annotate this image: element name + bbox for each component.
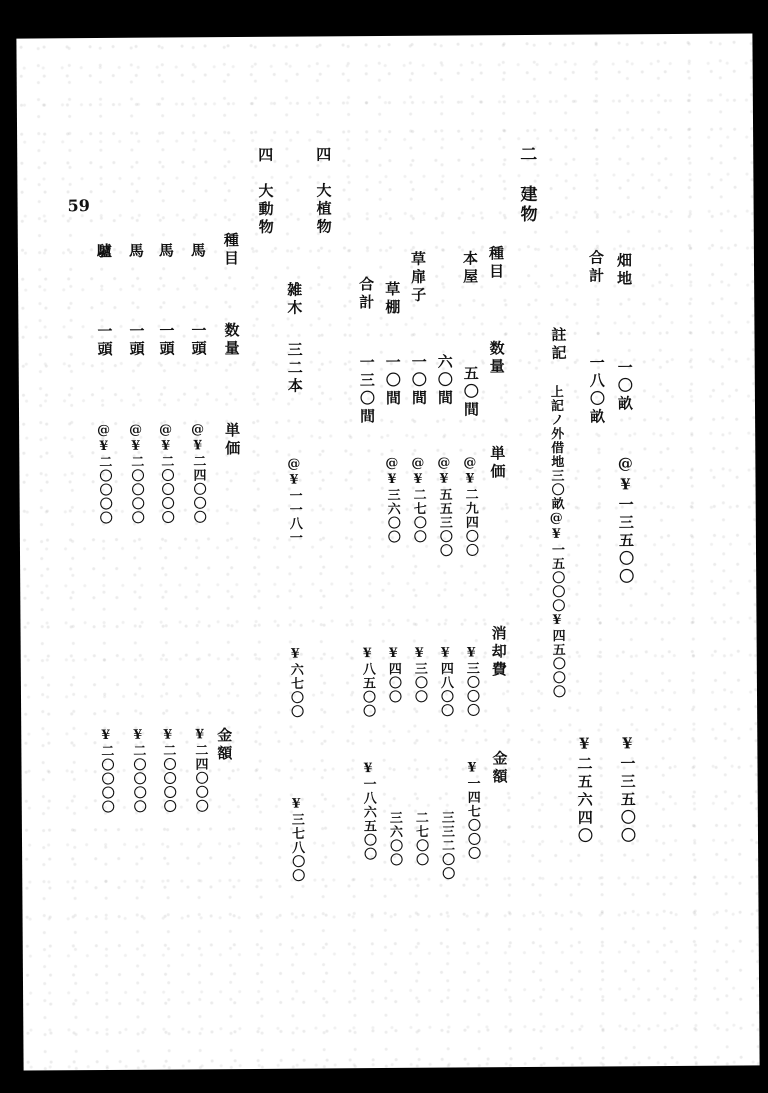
land-field-amount: ¥一三五〇〇 xyxy=(618,734,638,846)
animal-amount: ¥二〇〇〇〇 xyxy=(130,727,146,814)
animal-amount: ¥二〇〇〇〇 xyxy=(98,727,114,815)
animal-qty: 一頭 xyxy=(127,322,146,359)
land-total-amount: ¥二五六四〇 xyxy=(575,734,595,846)
building-qty: 一〇間 xyxy=(383,353,402,409)
building-amount: ¥一四七〇〇〇 xyxy=(464,760,481,861)
animal-price: @¥二四〇〇〇 xyxy=(190,422,206,525)
animal-price: @¥二〇〇〇〇 xyxy=(96,422,112,526)
building-qty: 一三〇間 xyxy=(357,354,377,427)
plant-dep: ¥六七〇〇 xyxy=(287,646,304,719)
animal-name: 馬 xyxy=(156,242,175,261)
animal-name: 驢 xyxy=(94,242,113,262)
animal-qty: 一頭 xyxy=(189,322,208,359)
building-amount: 三六〇〇 xyxy=(386,810,403,868)
animals-col-price: 単価 xyxy=(223,422,242,459)
plant-name: 雑木 xyxy=(285,281,304,318)
buildings-col-amount: 金額 xyxy=(490,750,509,787)
land-field-label: 畑地 xyxy=(614,252,634,289)
building-dep: ¥八五〇〇 xyxy=(359,646,376,719)
building-qty: 一〇間 xyxy=(409,353,428,408)
animal-name: 馬 xyxy=(126,242,145,261)
page-number: 59 xyxy=(67,196,90,216)
document-page xyxy=(16,33,759,1070)
animal-amount: ¥二四〇〇〇 xyxy=(192,727,208,814)
animal-amount: ¥二〇〇〇〇 xyxy=(160,727,176,814)
animal-price: @¥二〇〇〇〇 xyxy=(128,422,144,525)
building-dep: ¥三〇〇〇 xyxy=(463,645,480,718)
land-field-qty: 一〇畝 xyxy=(615,359,635,414)
land-total-qty: 一八〇畝 xyxy=(587,354,607,427)
land-field-price: @¥一三五〇〇 xyxy=(616,454,636,587)
land-note-label: 註記 xyxy=(549,326,568,363)
animal-price: @¥二〇〇〇〇 xyxy=(158,422,174,525)
building-qty: 五〇間 xyxy=(461,365,481,420)
animal-qty: 一頭 xyxy=(95,322,114,360)
plant-price: @¥一一八一 xyxy=(286,456,302,545)
building-amount: 二七〇〇 xyxy=(412,810,429,867)
animals-col-amount: 金額 xyxy=(215,727,234,764)
plants-heading: 四 大植物 xyxy=(314,146,333,237)
building-price: @¥二九四〇〇 xyxy=(462,455,479,558)
animal-qty: 一頭 xyxy=(157,322,176,359)
building-dep: ¥四八〇〇 xyxy=(437,645,454,718)
plant-amount: ¥三七八〇〇 xyxy=(288,796,305,883)
buildings-col-dep: 消却費 xyxy=(489,625,508,680)
buildings-heading: 二 建物 xyxy=(516,144,537,226)
building-price: @¥五五三〇〇 xyxy=(436,455,453,558)
building-price: @¥二七〇〇 xyxy=(410,455,426,544)
plant-qty: 三二本 xyxy=(285,341,304,396)
animal-name: 馬 xyxy=(188,242,207,261)
animals-heading: 四 大動物 xyxy=(256,146,275,237)
building-name: 合計 xyxy=(357,276,376,313)
building-qty: 六〇間 xyxy=(435,353,454,408)
building-name: 本屋 xyxy=(460,250,480,287)
animals-col-qty: 数量 xyxy=(222,322,241,359)
building-dep: ¥四〇〇 xyxy=(385,645,402,705)
land-note-text: 上記ノ外借地三〇畝@¥一五〇〇〇¥四五〇〇〇 xyxy=(547,384,566,699)
building-amount: 三三二〇〇 xyxy=(438,810,455,881)
buildings-col-qty: 数量 xyxy=(487,340,506,377)
buildings-col-price: 単価 xyxy=(488,445,507,482)
building-amount: ¥一八六五〇〇 xyxy=(360,761,377,862)
buildings-col-type: 種目 xyxy=(486,245,506,282)
building-price: @¥三六〇〇 xyxy=(384,455,400,545)
building-name: 草扉子 xyxy=(408,250,428,305)
animals-col-type: 種目 xyxy=(221,232,241,269)
building-name: 草棚 xyxy=(383,280,402,318)
land-total-label: 合計 xyxy=(586,249,606,286)
building-dep: ¥三〇〇 xyxy=(411,645,428,704)
